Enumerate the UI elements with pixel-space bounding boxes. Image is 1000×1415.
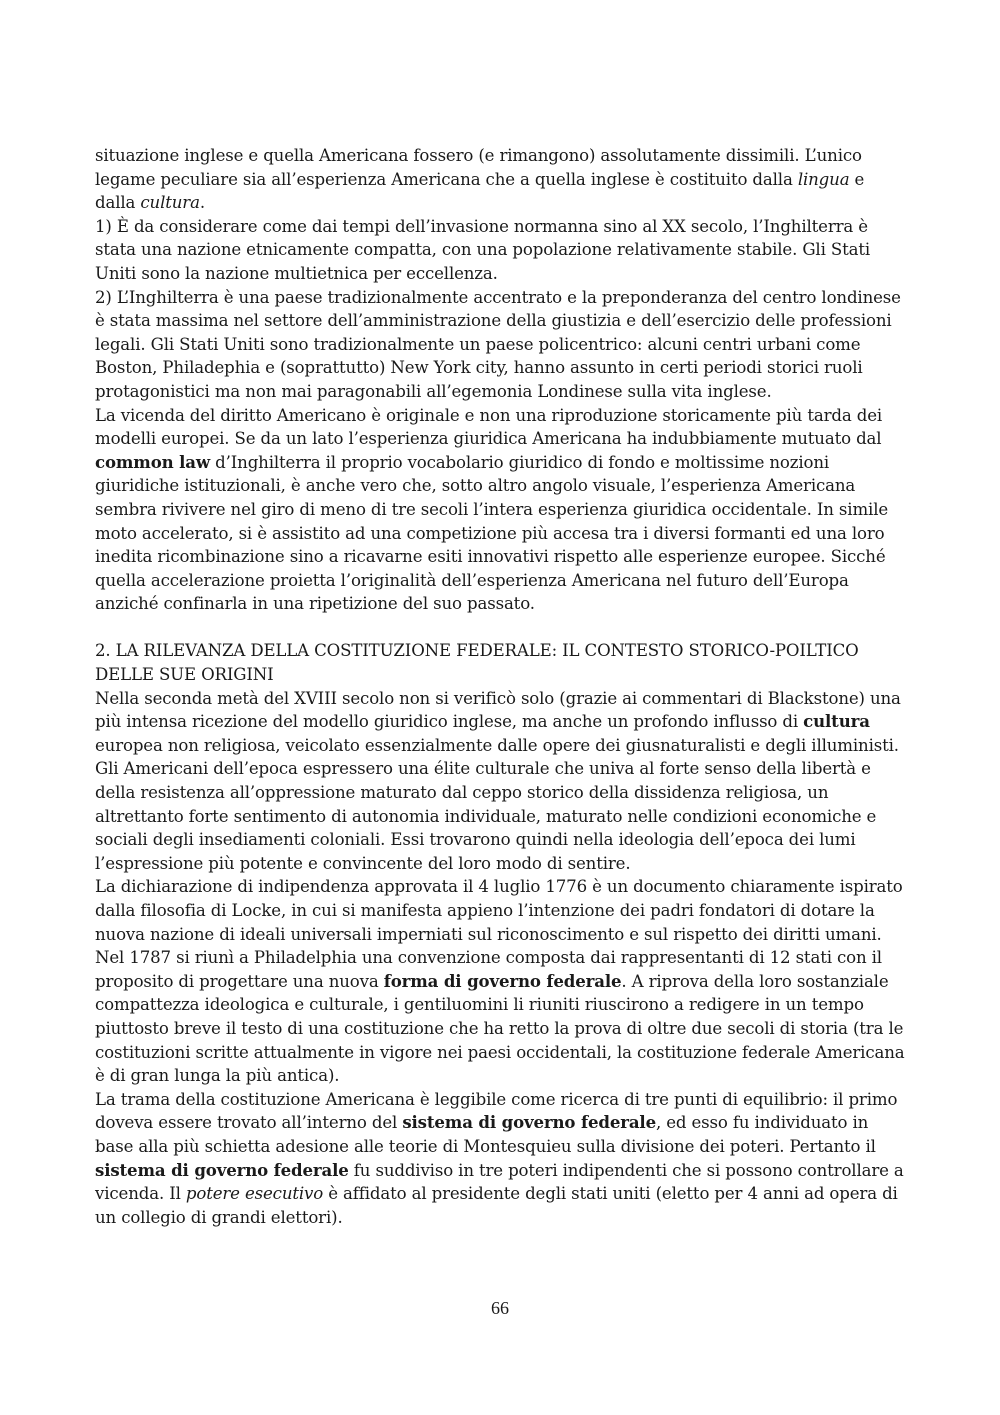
declaration-paragraph [95,875,905,1087]
page-body [95,144,905,1229]
bold-text: forma di governo federale [383,970,622,991]
bold-text: common law [95,451,211,472]
bold-text: cultura [803,711,870,732]
section-heading [95,639,905,686]
text-run: . [199,193,205,213]
text-run: La vicenda del diritto Americano è originale e non una riproduzione storicamente più tarda dei modelli europei. Se da un lato l’esperienza giuridica Americana ha indubbiamente mutuato dal [95,405,883,449]
point-1-paragraph [95,215,905,286]
text-run: La dichiarazione di indipendenza approvata il 4 luglio 1776 è un documento chiaramente ispirato dalla filosofia di Locke, in cui si manifesta appieno l’intenzione dei padri fondatori di dotare la nuova nazione di ideali universali imperniati sul riconoscimento e sul rispetto dei diritti umani. Nel 1787 si riunì a Philadelphia una convenzione composta dai rappresentanti di 12 stati con il proposito di progettare una nuova [95,877,903,991]
text-run: d’Inghilterra il proprio vocabolario giuridico di fondo e moltissime nozioni giuridiche istituzionali, è anche vero che, sotto altro angolo visuale, l’esperienza Americana sembra rivivere nel giro di meno di tre secoli l’intera esperienza giuridica occidentale. In simile moto accelerato, si è assistito ad una competizione più accesa tra i diversi formanti ed una loro inedita ricombinazione sino a ricavarne esiti innovativi rispetto alle esperienze europee. Sicché quella accelerazione proietta l’originalità dell’esperienza Americana nel futuro dell’Europa anziché confinarla in una ripetizione del suo passato. [95,452,889,614]
constitution-paragraph [95,1088,905,1230]
text-run: 1) È da considerare come dai tempi dell’invasione normanna sino al XX secolo, l’Inghilterra è stata una nazione etnicamente compatta, con una popolazione relativamente stabile. Gli Stati Uniti sono la nazione multietnica per eccellenza. [95,216,871,283]
page-number: 66 [491,1298,509,1318]
american-law-paragraph [95,404,905,616]
bold-text: sistema di governo federale [95,1159,349,1180]
section-gap [95,616,905,640]
intro-paragraph [95,144,905,215]
text-run: situazione inglese e quella Americana fossero (e rimangono) assolutamente dissimili. L’unico legame peculiare sia all’esperienza Americana che a quella inglese è costituito dalla [95,146,862,189]
text-run: europea non religiosa, veicolato essenzialmente dalle opere dei giusnaturalisti e degli illuministi. Gli Americani dell’epoca espressero una élite culturale che univa al forte senso della libertà e della resistenza all’oppressione maturato dal ceppo storico della dissidenza religiosa, un altrettanto forte sentimento di autonomia individuale, maturato nelle condizioni economiche e sociali degli insediamenti coloniali. Essi trovarono quindi nella ideologia dell’epoca dei lumi l’espressione più potente e convincente del loro modo di sentire. [95,735,899,873]
text-run: . A riprova della loro sostanziale compattezza ideologica e culturale, i gentiluomini li riuniti riuscirono a redigere in un tempo piuttosto breve il testo di una costituzione che ha retto la prova di oltre due secoli di storia (tra le costituzioni scritte attualmente in vigore nei paesi occidentali, la costituzione federale Americana è di gran lunga la più antica). [95,971,905,1086]
eighteenth-century-paragraph [95,687,905,876]
text-run: , ed esso fu individuato in base alla più schietta adesione alle teorie di Montesquieu sulla divisione dei poteri. Pertanto il [95,1113,876,1156]
bold-text: sistema di governo federale [402,1112,656,1133]
text-run: è affidato al presidente degli stati uniti (eletto per 4 anni ad opera di un collegio di grandi elettori). [95,1184,898,1227]
text-run: 2) L’Inghilterra è una paese tradizionalmente accentrato e la preponderanza del centro londinese è stata massima nel settore dell’amministrazione della giustizia e dell’esercizio delle professioni legali. Gli Stati Uniti sono tradizionalmente un paese policentrico: alcuni centri urbani come Boston, Philadephia e (soprattutto) New York city, hanno assunto in certi periodi storici ruoli protagonistici ma non mai paragonabili all’egemonia Londinese sulla vita inglese. [95,287,901,401]
text-run: 2. LA RILEVANZA DELLA COSTITUZIONE FEDERALE: IL CONTESTO STORICO-POILTICO DELLE SUE ORIGINI [95,641,859,685]
text-run: La trama della costituzione Americana è leggibile come ricerca di tre punti di equilibrio: il primo doveva essere trovato all’interno del [95,1089,898,1133]
italic-text: cultura [140,193,200,213]
italic-text: potere esecutivo [185,1184,324,1204]
text-run: e dalla [95,169,865,213]
point-2-paragraph [95,286,905,404]
italic-text: lingua [797,169,850,189]
text-run: fu suddiviso in tre poteri indipendenti che si possono controllare a vicenda. Il [95,1160,904,1204]
text-run: Nella seconda metà del XVIII secolo non si verificò solo (grazie ai commentari di Blackstone) una più intensa ricezione del modello giuridico inglese, ma anche un profondo influsso di [95,688,901,732]
